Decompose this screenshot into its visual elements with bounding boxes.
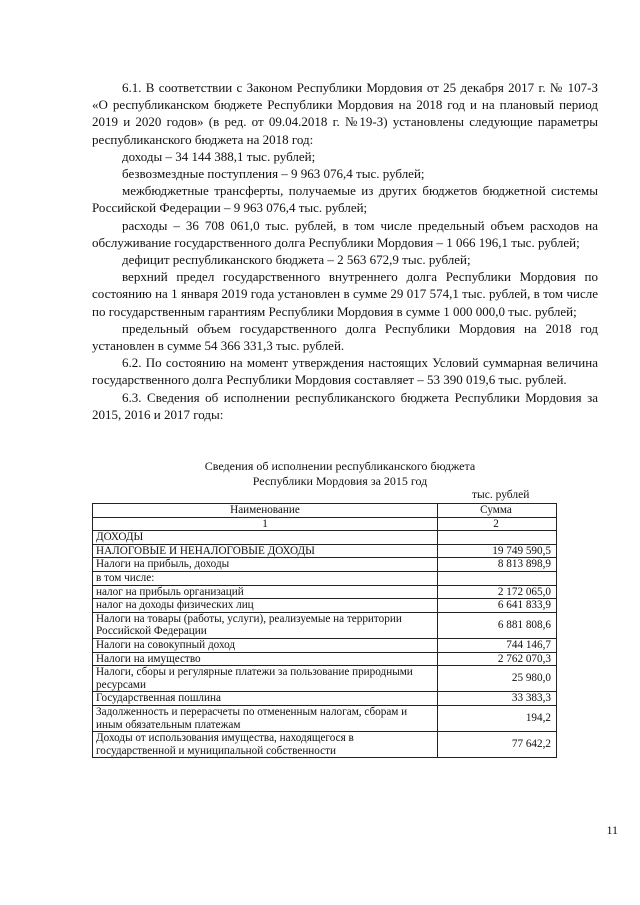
row-value [438,571,557,585]
table-row [93,705,557,731]
row-value: 33 383,3 [438,692,557,706]
header-cell: Сумма [438,504,557,518]
row-value: 6 881 808,6 [438,612,557,638]
table-row [93,571,557,585]
paragraph: дефицит республиканского бюджета – 2 563 672,9 тыс. рублей; [122,252,471,268]
row-name: Государственная пошлина [93,692,438,706]
row-value: 744 146,7 [438,638,557,652]
row-name: Налоги на товары (работы, услуги), реализуемые на территории Российской Федерации [93,612,438,638]
paragraph: 6.1. В соответствии с Законом Республики Мордовия от 25 декабря 2017 г. № 107-З «О республиканском бюджете Республики Мордовия на 2018 год и на плановый период 2019 и 2020 годов» (в ред. от 09.04.2018 г. №19-З) установлены следующие параметры республиканского бюджета на 2018 год: [92,80,598,147]
table-row [93,732,557,758]
paragraph: безвозмездные поступления – 9 963 076,4 тыс. рублей; [122,166,425,182]
row-value: 194,2 [438,705,557,731]
row-name: Налоги, сборы и регулярные платежи за пользование природными ресурсами [93,666,438,692]
table-row [93,666,557,692]
row-value: 2 172 065,0 [438,585,557,599]
row-name: НАЛОГОВЫЕ И НЕНАЛОГОВЫЕ ДОХОДЫ [93,544,438,558]
row-value: 77 642,2 [438,732,557,758]
row-name: ДОХОДЫ [93,531,438,545]
paragraph: расходы – 36 708 061,0 тыс. рублей, в том числе предельный объем расходов на обслуживание государственного долга Республики Мордовия – 1 066 196,1 тыс. рублей; [92,217,598,250]
table-row [93,558,557,572]
table-row [93,585,557,599]
paragraph: предельный объем государственного долга Республики Мордовия на 2018 год установлен в сумме 54 366 331,3 тыс. рублей. [92,320,598,354]
table-header-row [93,504,557,518]
table-row [93,544,557,558]
paragraph: 6.2. По состоянию на момент утверждения настоящих Условий суммарная величина государственного долга Республики Мордовия составляет – 53 390 019,6 тыс. рублей. [92,355,598,388]
row-value: 25 980,0 [438,666,557,692]
page-number: 11 [606,823,618,837]
table-row [93,599,557,613]
paragraph: доходы – 34 144 388,1 тыс. рублей; [122,148,316,164]
row-name: в том числе: [93,571,438,585]
row-name: Налоги на совокупный доход [93,638,438,652]
units-label: тыс. рублей [472,489,530,501]
row-name: налог на доходы физических лиц [93,599,438,613]
table-row [93,692,557,706]
body-text [92,79,598,423]
row-value [438,531,557,545]
table-row [93,652,557,666]
paragraph: межбюджетные трансферты, получаемые из других бюджетов бюджетной системы Российской Федерации – 9 963 076,4 тыс. рублей; [92,183,598,216]
table-title [150,459,530,488]
paragraph: верхний предел государственного внутреннего долга Республики Мордовия по состоянию на 1 января 2019 года установлен в сумме 29 017 574,1 тыс. рублей, в том числе по государственным гарантиям Республики Мордовия в сумме 1 000 000,0 тыс. рублей; [92,269,598,319]
table-title-line: Сведения об исполнении республиканского бюджета [204,459,476,473]
table-row [93,612,557,638]
table-row [93,638,557,652]
row-value: 8 813 898,9 [438,558,557,572]
table-row [93,531,557,545]
column-number-cell: 2 [438,517,557,531]
header-cell: Наименование [93,504,438,518]
column-number-cell: 1 [93,517,438,531]
row-name: налог на прибыль организаций [93,585,438,599]
row-value: 19 749 590,5 [438,544,557,558]
row-name: Налоги на прибыль, доходы [93,558,438,572]
table-title-line: Республики Мордовия за 2015 год [252,473,428,488]
row-name: Налоги на имущество [93,652,438,666]
row-value: 6 641 833,9 [438,599,557,613]
row-value: 2 762 070,3 [438,652,557,666]
paragraph: 6.3. Сведения об исполнении республиканского бюджета Республики Мордовия за 2015, 2016 и 2017 годы: [92,389,598,422]
budget-table [92,503,557,758]
row-name: Задолженность и перерасчеты по отмененным налогам, сборам и иным обязательным платежам [93,705,438,731]
row-name: Доходы от использования имущества, находящегося в государственной и муниципальной собственности [93,732,438,758]
column-number-row [93,517,557,531]
